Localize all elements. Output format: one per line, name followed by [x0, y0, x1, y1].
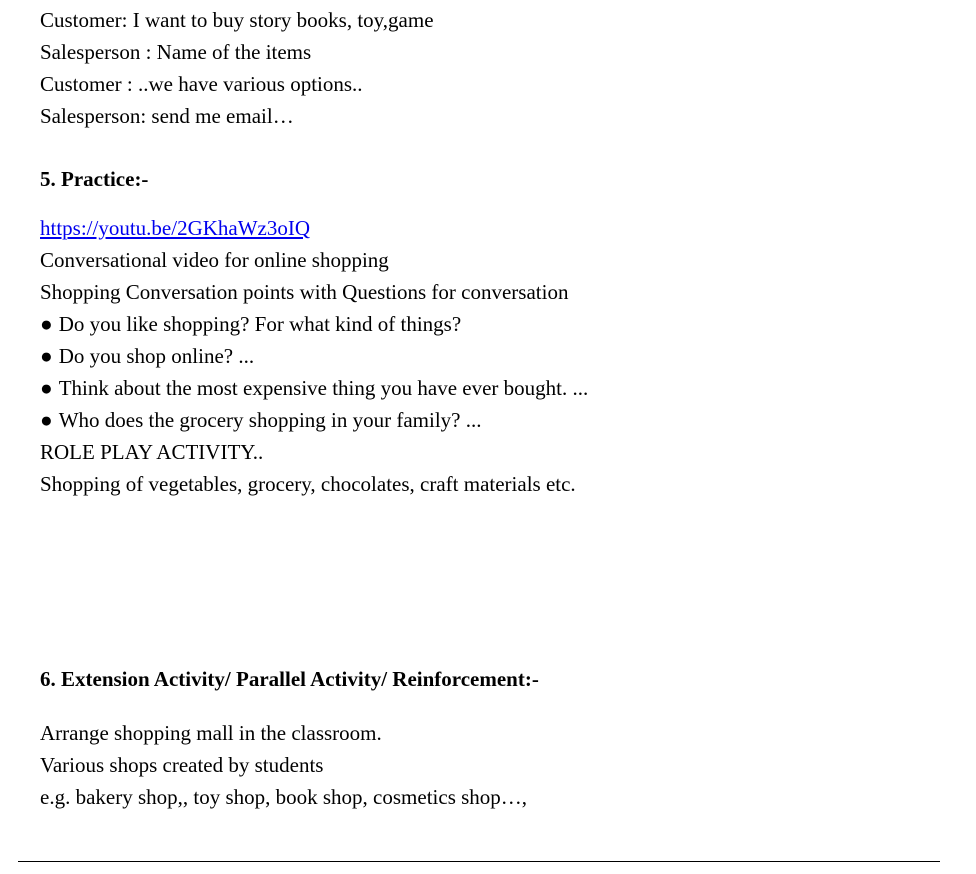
list-item: ● Think about the most expensive thing you have ever bought. ...	[40, 372, 588, 404]
bullet-icon: ●	[40, 312, 53, 336]
dialogue-line: Customer : ..we have various options..	[40, 72, 363, 96]
list-item: ● Who does the grocery shopping in your family? ...	[40, 404, 588, 436]
extension-line: e.g. bakery shop,, toy shop, book shop, cosmetics shop…,	[40, 785, 528, 809]
youtube-link[interactable]: https://youtu.be/2GKhaWz3oIQ	[40, 216, 311, 240]
extension-section	[40, 717, 527, 813]
dialogue-line: Salesperson : Name of the items	[40, 40, 312, 64]
practice-line: Shopping of vegetables, grocery, chocolates, craft materials etc.	[40, 472, 576, 496]
bullet-icon: ●	[40, 408, 53, 432]
practice-heading: 5. Practice:-	[40, 167, 149, 191]
practice-line: Conversational video for online shopping	[40, 248, 389, 272]
question-list	[40, 308, 588, 436]
extension-line: Arrange shopping mall in the classroom.	[40, 721, 382, 745]
dialogue-block	[40, 4, 434, 132]
list-item: ● Do you shop online? ...	[40, 340, 588, 372]
list-item: ● Do you like shopping? For what kind of things?	[40, 308, 588, 340]
extension-line: Various shops created by students	[40, 753, 324, 777]
extension-heading: 6. Extension Activity/ Parallel Activity/ Reinforcement:-	[40, 667, 539, 691]
practice-line: Shopping Conversation points with Questions for conversation	[40, 280, 569, 304]
document-page	[40, 0, 940, 874]
practice-section	[40, 212, 588, 500]
bullet-icon: ●	[40, 376, 53, 400]
role-play-line: ROLE PLAY ACTIVITY..	[40, 440, 264, 464]
dialogue-line: Customer: I want to buy story books, toy,game	[40, 8, 434, 32]
horizontal-divider	[18, 861, 940, 862]
dialogue-line: Salesperson: send me email…	[40, 104, 294, 128]
bullet-icon: ●	[40, 344, 53, 368]
